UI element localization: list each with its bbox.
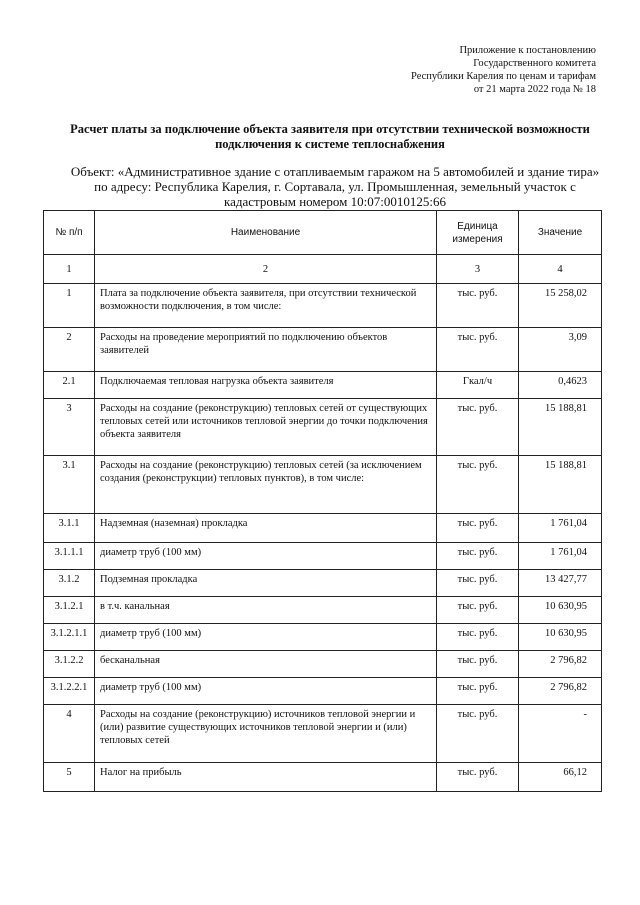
row-name: Подземная прокладка — [95, 570, 437, 597]
table-row — [44, 543, 602, 570]
row-value: 3,09 — [519, 328, 602, 372]
row-name: диаметр труб (100 мм) — [95, 678, 437, 705]
table-row — [44, 514, 602, 543]
table-row — [44, 678, 602, 705]
column-index: 3 — [437, 255, 519, 284]
header-note-line: Приложение к постановлению — [459, 45, 596, 56]
row-name: Плата за подключение объекта заявителя, при отсутствии технической возможности подключения, в том числе: — [95, 284, 437, 328]
table-row — [44, 372, 602, 399]
row-number: 3.1.2.2.1 — [44, 678, 95, 705]
row-name: Расходы на создание (реконструкцию) тепловых сетей (за исключением создания (реконструкции) тепловых пунктов), в том числе: — [95, 456, 437, 514]
document-title: Расчет платы за подключение объекта заявителя при отсутствии технической возможности подключения к системе теплоснабжения — [70, 122, 590, 151]
row-number: 3.1.2.2 — [44, 651, 95, 678]
column-header-number: № п/п — [44, 211, 95, 255]
row-value: 66,12 — [519, 763, 602, 792]
row-unit: тыс. руб. — [437, 514, 519, 543]
row-unit: тыс. руб. — [437, 456, 519, 514]
row-unit: тыс. руб. — [437, 705, 519, 763]
row-unit: тыс. руб. — [437, 678, 519, 705]
row-number: 3.1.1.1 — [44, 543, 95, 570]
row-number: 3.1.2.1.1 — [44, 624, 95, 651]
row-unit: тыс. руб. — [437, 570, 519, 597]
table-row — [44, 705, 602, 763]
column-index: 4 — [519, 255, 602, 284]
row-name: Налог на прибыль — [95, 763, 437, 792]
column-index: 1 — [44, 255, 95, 284]
row-unit: тыс. руб. — [437, 597, 519, 624]
row-number: 5 — [44, 763, 95, 792]
column-header-value: Значение — [519, 211, 602, 255]
header-note-line: Республики Карелия по ценам и тарифам — [411, 71, 596, 82]
row-value: 1 761,04 — [519, 514, 602, 543]
row-number: 3.1 — [44, 456, 95, 514]
row-name: Расходы на проведение мероприятий по подключению объектов заявителей — [95, 328, 437, 372]
table-row — [44, 399, 602, 456]
column-header-name: Наименование — [95, 211, 437, 255]
row-name: Расходы на создание (реконструкцию) источников тепловой энергии и (или) развитие существующих источников тепловой энергии и (или) тепловых сетей — [95, 705, 437, 763]
table-row — [44, 570, 602, 597]
row-value: 15 188,81 — [519, 456, 602, 514]
row-name: диаметр труб (100 мм) — [95, 543, 437, 570]
row-value: 0,4623 — [519, 372, 602, 399]
row-value: 2 796,82 — [519, 678, 602, 705]
row-unit: тыс. руб. — [437, 763, 519, 792]
row-value: 10 630,95 — [519, 597, 602, 624]
row-value: - — [519, 705, 602, 763]
row-name: Расходы на создание (реконструкцию) тепловых сетей от существующих тепловых сетей или источников тепловой энергии до точки подключения объекта заявителя — [95, 399, 437, 456]
object-description: Объект: «Административное здание с отапливаемым гаражом на 5 автомобилей и здание тира» по адресу: Республика Карелия, г. Сортавала, ул. Промышленная, земельный участок с кадастровым номером 10:07:0010125:66 — [70, 164, 600, 209]
row-number: 2 — [44, 328, 95, 372]
row-number: 3 — [44, 399, 95, 456]
column-index: 2 — [95, 255, 437, 284]
row-name: Надземная (наземная) прокладка — [95, 514, 437, 543]
row-value: 15 188,81 — [519, 399, 602, 456]
row-unit: тыс. руб. — [437, 284, 519, 328]
row-unit: тыс. руб. — [437, 328, 519, 372]
row-number: 4 — [44, 705, 95, 763]
row-unit: Гкал/ч — [437, 372, 519, 399]
row-number: 1 — [44, 284, 95, 328]
row-unit: тыс. руб. — [437, 543, 519, 570]
table-row — [44, 456, 602, 514]
row-number: 3.1.1 — [44, 514, 95, 543]
table-row — [44, 651, 602, 678]
header-note-line: от 21 марта 2022 года № 18 — [473, 84, 596, 95]
row-unit: тыс. руб. — [437, 399, 519, 456]
row-value: 13 427,77 — [519, 570, 602, 597]
row-value: 2 796,82 — [519, 651, 602, 678]
row-name: бесканальная — [95, 651, 437, 678]
row-unit: тыс. руб. — [437, 624, 519, 651]
row-name: диаметр труб (100 мм) — [95, 624, 437, 651]
row-number: 2.1 — [44, 372, 95, 399]
column-index-row — [44, 255, 602, 284]
row-value: 10 630,95 — [519, 624, 602, 651]
table-header-row — [44, 211, 602, 255]
table-row — [44, 284, 602, 328]
row-value: 1 761,04 — [519, 543, 602, 570]
row-name: в т.ч. канальная — [95, 597, 437, 624]
table-row — [44, 328, 602, 372]
header-note-line: Государственного комитета — [473, 58, 596, 69]
row-unit: тыс. руб. — [437, 651, 519, 678]
table-row — [44, 597, 602, 624]
row-number: 3.1.2.1 — [44, 597, 95, 624]
row-name: Подключаемая тепловая нагрузка объекта заявителя — [95, 372, 437, 399]
row-number: 3.1.2 — [44, 570, 95, 597]
column-header-unit: Единица измерения — [437, 211, 519, 255]
table-row — [44, 624, 602, 651]
table-row — [44, 763, 602, 792]
calculation-table — [43, 210, 602, 792]
row-value: 15 258,02 — [519, 284, 602, 328]
document-header-note — [411, 44, 596, 96]
